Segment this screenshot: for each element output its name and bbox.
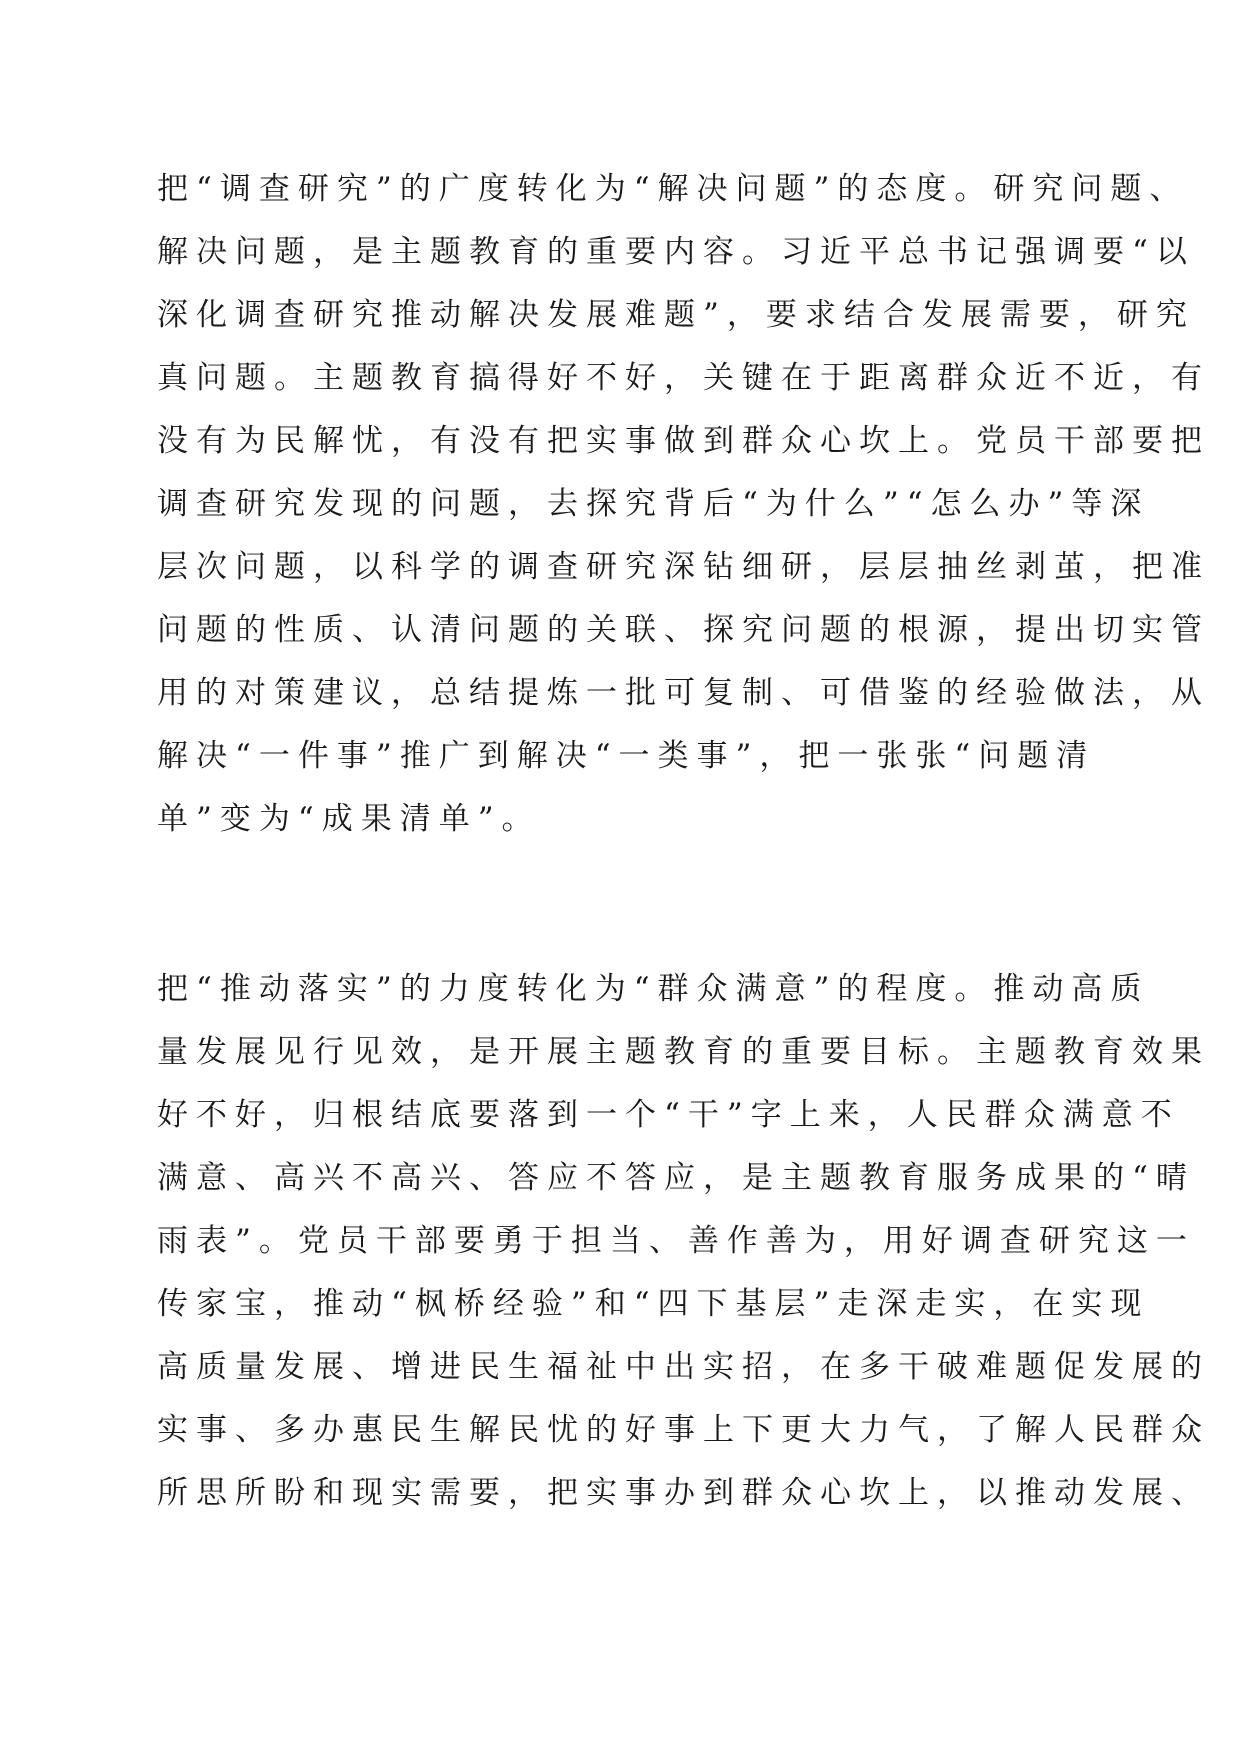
paragraph-1-line-5: 没有为民解忧，有没有把实事做到群众心坎上。党员干部要把 <box>157 423 1210 459</box>
paragraph-1-line-4: 真问题。主题教育搞得好不好，关键在于距离群众近不近，有 <box>157 360 1210 396</box>
paragraph-1-line-1: 把“调查研究”的广度转化为“解决问题”的态度。研究问题、 <box>157 171 1189 207</box>
paragraph-2-line-5: 雨表”。党员干部要勇于担当、善作善为，用好调查研究这一 <box>157 1223 1195 1259</box>
paragraph-2-line-9: 所思所盼和现实需要，把实事办到群众心坎上，以推动发展、 <box>157 1475 1210 1511</box>
paragraph-2-line-4: 满意、高兴不高兴、答应不答应，是主题教育服务成果的“晴 <box>157 1160 1195 1196</box>
paragraph-1-line-3: 深化调查研究推动解决发展难题”，要求结合发展需要，研究 <box>157 297 1195 333</box>
paragraph-2-line-3: 好不好，归根结底要落到一个“干”字上来，人民群众满意不 <box>157 1097 1180 1133</box>
paragraph-1-line-2: 解决问题，是主题教育的重要内容。习近平总书记强调要“以 <box>157 234 1195 270</box>
paragraph-2-line-8: 实事、多办惠民生解民忧的好事上下更大力气，了解人民群众 <box>157 1412 1210 1448</box>
paragraph-1-line-8: 问题的性质、认清问题的关联、探究问题的根源，提出切实管 <box>157 612 1210 648</box>
paragraph-1-line-11: 单”变为“成果清单”。 <box>157 801 541 837</box>
paragraph-2-line-6: 传家宝，推动“枫桥经验”和“四下基层”走深走实，在实现 <box>157 1286 1150 1322</box>
paragraph-1-line-6: 调查研究发现的问题，去探究背后“为什么”“怎么办”等深 <box>157 486 1150 522</box>
paragraph-1-line-10: 解决“一件事”推广到解决“一类事”，把一张张“问题清 <box>157 738 1096 774</box>
paragraph-2-line-1: 把“推动落实”的力度转化为“群众满意”的程度。推动高质 <box>157 971 1150 1007</box>
paragraph-2-line-2: 量发展见行见效，是开展主题教育的重要目标。主题教育效果 <box>157 1034 1210 1070</box>
paragraph-1-line-7: 层次问题，以科学的调查研究深钻细研，层层抽丝剥茧，把准 <box>157 549 1210 585</box>
paragraph-1-line-9: 用的对策建议，总结提炼一批可复制、可借鉴的经验做法，从 <box>157 675 1210 711</box>
paragraph-2-line-7: 高质量发展、增进民生福祉中出实招，在多干破难题促发展的 <box>157 1349 1210 1385</box>
